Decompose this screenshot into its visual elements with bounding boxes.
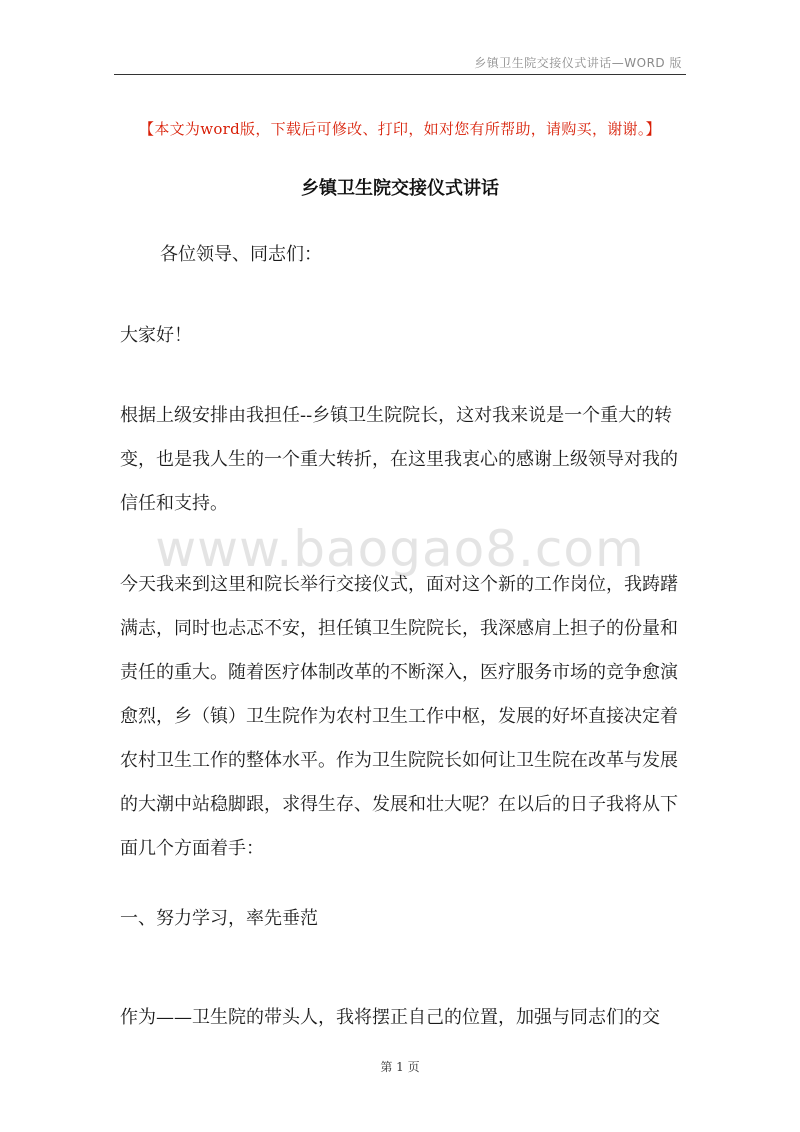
page-number: 第 1 页 [380,1060,420,1074]
running-header: 乡镇卫生院交接仪式讲话—WORD 版 [474,56,682,70]
download-notice: 【本文为word版，下载后可修改、打印，如对您有所帮助，请购买，谢谢。】 [139,120,661,138]
watermark: www.baogao8.com [155,520,645,578]
hello-paragraph: 大家好！ [120,325,192,346]
header-divider [114,74,686,75]
document-title: 乡镇卫生院交接仪式讲话 [301,178,499,199]
section-heading: 一、努力学习，率先垂范 [120,908,318,929]
body-paragraph-1: 根据上级安排由我担任--乡镇卫生院院长，这对我来说是一个重大的转变，也是我人生的一个重大转折，在这里我衷心的感谢上级领导对我的信任和支持。 [120,405,678,514]
greeting-paragraph: 各位领导、同志们： [160,244,322,265]
body-paragraph-2: 今天我来到这里和院长举行交接仪式，面对这个新的工作岗位，我踌躇满志，同时也忐忑不安，担任镇卫生院院长，我深感肩上担子的份量和责任的重大。随着医疗体制改革的不断深入，医疗服务市场的竞争愈演愈烈，乡（镇）卫生院作为农村卫生工作中枢，发展的好坏直接决定着农村卫生工作的整体水平。作为卫生院院长如何让卫生院在改革与发展的大潮中站稳脚跟，求得生存、发展和壮大呢？在以后的日子我将从下面几个方面着手： [120,574,678,859]
body-paragraph-3: 作为——卫生院的带头人，我将摆正自己的位置，加强与同志们的交 [120,1007,660,1028]
